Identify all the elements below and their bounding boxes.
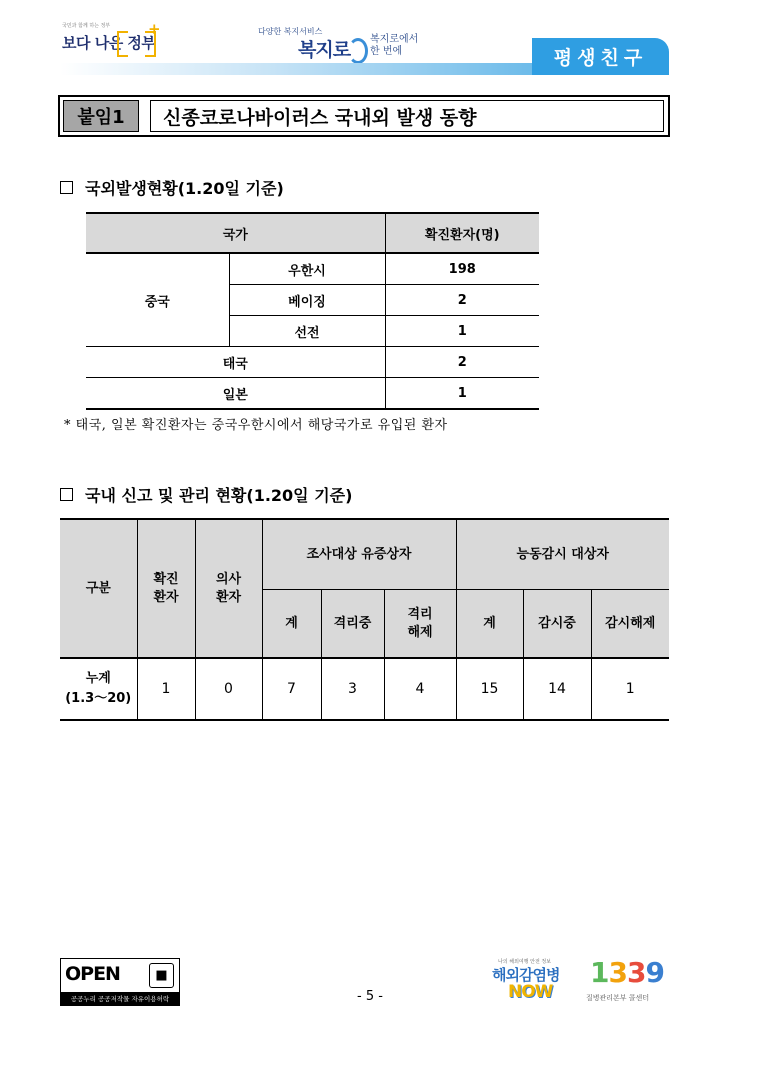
page-title: 신종코로나바이러스 국내외 발생 동향 bbox=[150, 100, 664, 132]
callcenter-1339-logo bbox=[586, 956, 676, 1006]
table-footnote: * 태국, 일본 확진환자는 중국우한시에서 해당국가로 유입된 환자 bbox=[64, 418, 448, 433]
government-logo bbox=[62, 22, 172, 66]
header-confirmed: 확진 환자 bbox=[137, 519, 195, 658]
row-label-cumulative: 누계 (1.3～20) bbox=[60, 658, 137, 720]
page-number: - 5 - bbox=[357, 989, 383, 1004]
domestic-status-table bbox=[60, 518, 669, 721]
kogl-open-text: OPEN bbox=[65, 963, 120, 985]
value-monitoring-released: 1 bbox=[591, 658, 669, 720]
section-overseas-heading-text: 국외발생현황(1.20일 기준) bbox=[85, 179, 284, 198]
city-name: 선전 bbox=[229, 316, 385, 347]
now-logo-tagline: 나의 해외여행 안전 정보 bbox=[498, 959, 552, 965]
case-count: 198 bbox=[385, 253, 539, 285]
now-logo-title: 해외감염병 bbox=[492, 966, 560, 984]
value-confirmed: 1 bbox=[137, 658, 195, 720]
government-logo-name: 보다 나은 정부 bbox=[62, 34, 156, 52]
header-tab-label: 평생친구 bbox=[532, 38, 669, 75]
table-header-row bbox=[86, 213, 539, 253]
value-isolating: 3 bbox=[321, 658, 384, 720]
section-overseas-heading bbox=[60, 176, 284, 199]
kogl-license-badge bbox=[60, 958, 180, 1006]
overseas-infection-now-logo bbox=[490, 956, 570, 1006]
header-investigation: 조사대상 유증상자 bbox=[262, 519, 456, 590]
value-investigation-total: 7 bbox=[262, 658, 321, 720]
attribution-person-icon: ■ bbox=[149, 963, 174, 988]
logo-bracket-left bbox=[117, 31, 128, 57]
attachment-tag: 붙임1 bbox=[63, 100, 139, 132]
country-name: 일본 bbox=[86, 378, 385, 410]
case-count: 2 bbox=[385, 347, 539, 378]
table-row bbox=[86, 347, 539, 378]
header-category: 구분 bbox=[60, 519, 137, 658]
government-logo-tagline: 국민과 함께 하는 정부 bbox=[62, 23, 111, 29]
value-suspected: 0 bbox=[195, 658, 262, 720]
bokjiro-logo-name: 복지로 bbox=[298, 39, 351, 61]
country-china: 중국 bbox=[86, 253, 229, 347]
header-isolating: 격리중 bbox=[321, 590, 384, 659]
case-count: 1 bbox=[385, 316, 539, 347]
callcenter-subtitle: 질병관리본부 콜센터 bbox=[586, 994, 650, 1002]
section-domestic-heading bbox=[60, 483, 352, 506]
section-domestic-heading-text: 국내 신고 및 관리 현황(1.20일 기준) bbox=[85, 486, 353, 505]
header-released: 격리 해제 bbox=[384, 590, 456, 659]
callcenter-digits: 1339 bbox=[590, 956, 664, 989]
value-released: 4 bbox=[384, 658, 456, 720]
city-name: 우한시 bbox=[229, 253, 385, 285]
header-country: 국가 bbox=[86, 213, 385, 253]
header-monitoring: 능동감시 대상자 bbox=[456, 519, 669, 590]
bokjiro-arc-icon bbox=[348, 38, 368, 64]
checkbox-square-icon bbox=[60, 181, 73, 194]
header-suspected: 의사 환자 bbox=[195, 519, 262, 658]
country-name: 태국 bbox=[86, 347, 385, 378]
header-confirmed: 확진환자(명) bbox=[385, 213, 539, 253]
header-total-monitoring: 계 bbox=[456, 590, 523, 659]
value-monitoring-now: 14 bbox=[523, 658, 591, 720]
case-count: 1 bbox=[385, 378, 539, 410]
logo-plus-icon: + bbox=[148, 20, 161, 38]
table-row bbox=[86, 253, 539, 285]
table-row bbox=[86, 378, 539, 410]
header-total: 계 bbox=[262, 590, 321, 659]
table-header-row bbox=[60, 519, 669, 590]
now-logo-word: NOW bbox=[508, 982, 553, 1002]
table-row bbox=[60, 658, 669, 720]
case-count: 2 bbox=[385, 285, 539, 316]
header-monitoring-released: 감시해제 bbox=[591, 590, 669, 659]
header-monitoring-now: 감시중 bbox=[523, 590, 591, 659]
value-monitoring-total: 15 bbox=[456, 658, 523, 720]
overseas-cases-table bbox=[86, 212, 539, 410]
kogl-license-text: 공공누리 공공저작물 자유이용허락 bbox=[61, 992, 179, 1005]
checkbox-square-icon bbox=[60, 488, 73, 501]
bokjiro-logo bbox=[258, 22, 428, 66]
bokjiro-logo-small: 다양한 복지서비스 bbox=[258, 27, 323, 36]
city-name: 베이징 bbox=[229, 285, 385, 316]
bokjiro-logo-slogan: 복지로에서 한 번에 bbox=[370, 34, 419, 57]
